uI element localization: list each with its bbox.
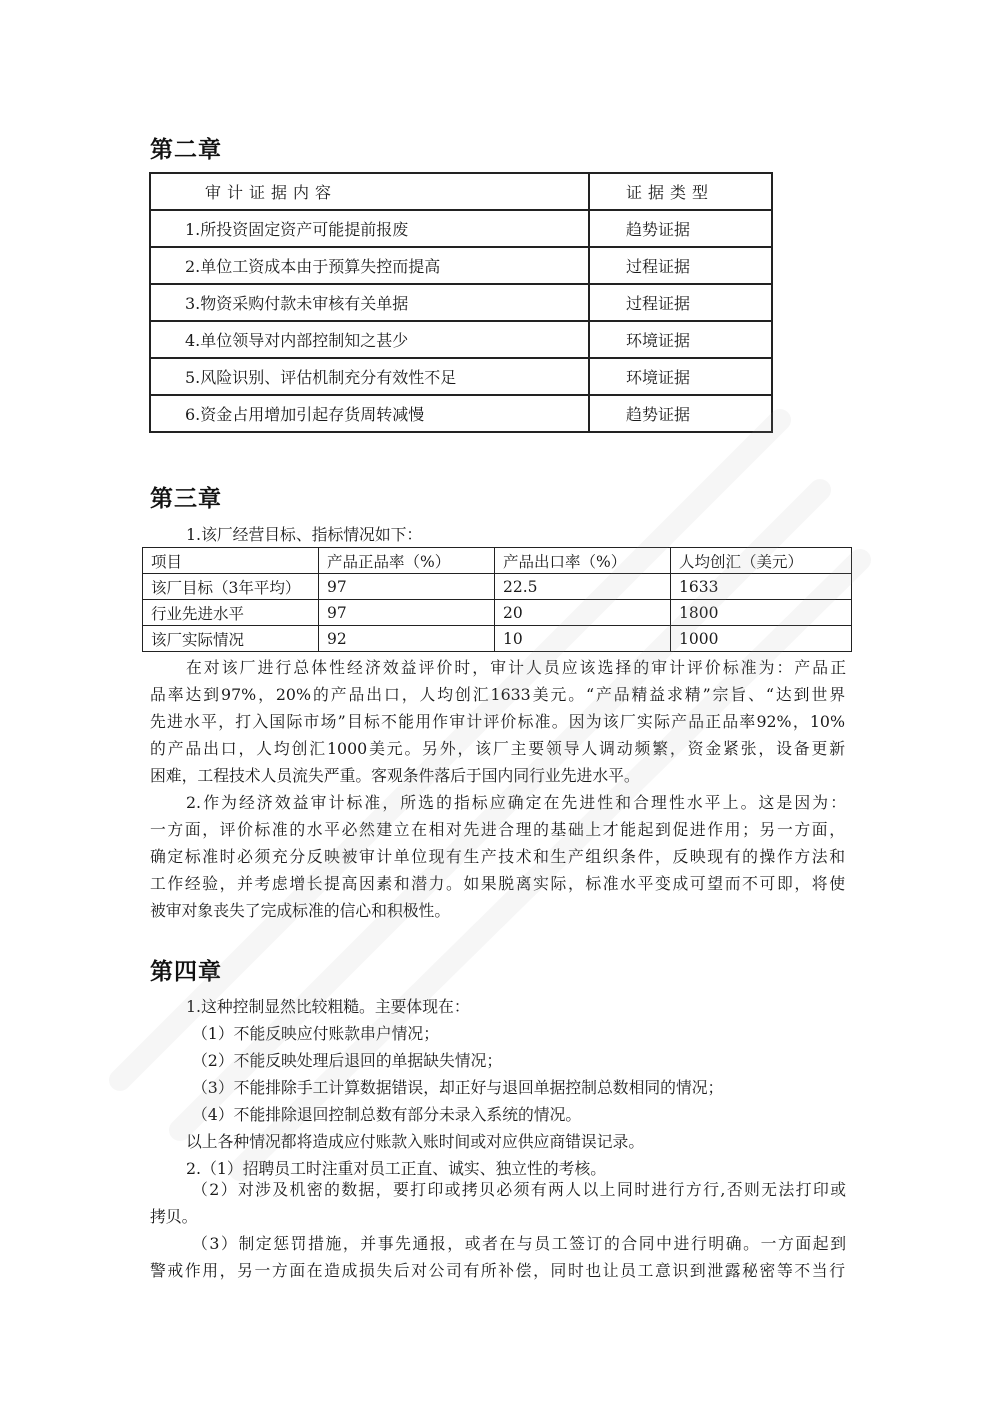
evidence-type-cell: 过程证据	[589, 284, 772, 321]
paragraph-line: 工作经验，并考虑增长提高因素和潜力。如果脱离实际，标准水平变成可望而不可即，将使	[150, 874, 845, 893]
paragraph-line: 警戒作用，另一方面在造成损失后对公司有所补偿，同时也让员工意识到泄露秘密等不当行	[150, 1261, 845, 1280]
table-cell: 行业先进水平	[143, 600, 319, 626]
table-cell: 该厂目标（3年平均）	[143, 574, 319, 600]
paragraph-line: 被审对象丧失了完成标准的信心和积极性。	[150, 901, 451, 920]
header-item: 项目	[143, 548, 319, 574]
evidence-type-cell: 环境证据	[589, 321, 772, 358]
chapter-4-heading: 第四章	[150, 959, 222, 985]
paragraph-line: 困难，工程技术人员流失严重。客观条件落后于国内同行业先进水平。	[150, 766, 640, 785]
evidence-content-cell: 1.所投资固定资产可能提前报废	[150, 210, 589, 247]
evidence-type-cell: 趋势证据	[589, 395, 772, 432]
list-item: （1）不能反映应付账款串户情况；	[192, 1024, 440, 1043]
header-evidence-content: 审计证据内容	[150, 173, 589, 210]
paragraph-line: 拷贝。	[150, 1207, 198, 1226]
list-item: （2）不能反映处理后退回的单据缺失情况；	[192, 1051, 503, 1070]
list-item: （3）不能排除手工计算数据错误，却正好与退回单据控制总数相同的情况；	[192, 1078, 724, 1097]
header-evidence-type: 证据类型	[589, 173, 772, 210]
evidence-content-cell: 5.风险识别、评估机制充分有效性不足	[150, 358, 589, 395]
table-cell: 97	[319, 600, 495, 626]
table-cell: 1800	[671, 600, 852, 626]
paragraph-line: 以上各种情况都将造成应付账款入账时间或对应供应商错误记录。	[186, 1132, 645, 1151]
table-cell: 97	[319, 574, 495, 600]
evidence-content-cell: 6.资金占用增加引起存货周转减慢	[150, 395, 589, 432]
table-cell: 该厂实际情况	[143, 626, 319, 652]
paragraph-line: 一方面，评价标准的水平必然建立在相对先进合理的基础上才能起到促进作用；另一方面，	[150, 820, 845, 839]
table-cell: 10	[495, 626, 671, 652]
table-cell: 22.5	[495, 574, 671, 600]
paragraph-line: 1.这种控制显然比较粗糙。主要体现在：	[186, 997, 470, 1016]
paragraph-line: 品率达到97%，20%的产品出口，人均创汇1633美元。“产品精益求精”宗旨、“达到世界	[150, 685, 845, 704]
table-cell: 1633	[671, 574, 852, 600]
evidence-content-cell: 4.单位领导对内部控制知之甚少	[150, 321, 589, 358]
table-cell: 1000	[671, 626, 852, 652]
chapter-2-heading: 第二章	[150, 137, 222, 163]
header-quality-rate: 产品正品率（%）	[319, 548, 495, 574]
evidence-content-cell: 2.单位工资成本由于预算失控而提高	[150, 247, 589, 284]
evidence-type-cell: 趋势证据	[589, 210, 772, 247]
chapter-3-heading: 第三章	[150, 486, 222, 512]
evidence-type-cell: 过程证据	[589, 247, 772, 284]
list-item: （4）不能排除退回控制总数有部分未录入系统的情况。	[192, 1105, 582, 1124]
paragraph-line: 2.作为经济效益审计标准，所选的指标应确定在先进性和合理性水平上。这是因为：	[186, 793, 846, 812]
ch3-intro: 1.该厂经营目标、指标情况如下：	[186, 525, 423, 544]
table-cell: 20	[495, 600, 671, 626]
paragraph-line: （3）制定惩罚措施，并事先通报，或者在与员工签订的合同中进行明确。一方面起到	[192, 1234, 846, 1253]
header-forex-per-capita: 人均创汇（美元）	[671, 548, 852, 574]
evidence-content-cell: 3.物资采购付款未审核有关单据	[150, 284, 589, 321]
evidence-type-cell: 环境证据	[589, 358, 772, 395]
paragraph-line: 先进水平，打入国际市场”目标不能用作审计评价标准。因为该厂实际产品正品率92%，10%	[150, 712, 845, 731]
table-cell: 92	[319, 626, 495, 652]
paragraph-line: （2）对涉及机密的数据，要打印或拷贝必须有两人以上同时进行方行,否则无法打印或	[192, 1180, 846, 1199]
header-export-rate: 产品出口率（%）	[495, 548, 671, 574]
paragraph-line: 2.（1）招聘员工时注重对员工正直、诚实、独立性的考核。	[186, 1159, 607, 1178]
paragraph-line: 在对该厂进行总体性经济效益评价时，审计人员应该选择的审计评价标准为：产品正	[186, 658, 846, 677]
paragraph-line: 确定标准时必须充分反映被审计单位现有生产技术和生产组织条件，反映现有的操作方法和	[150, 847, 845, 866]
paragraph-line: 的产品出口，人均创汇1000美元。另外，该厂主要领导人调动频繁，资金紧张，设备更新	[150, 739, 845, 758]
